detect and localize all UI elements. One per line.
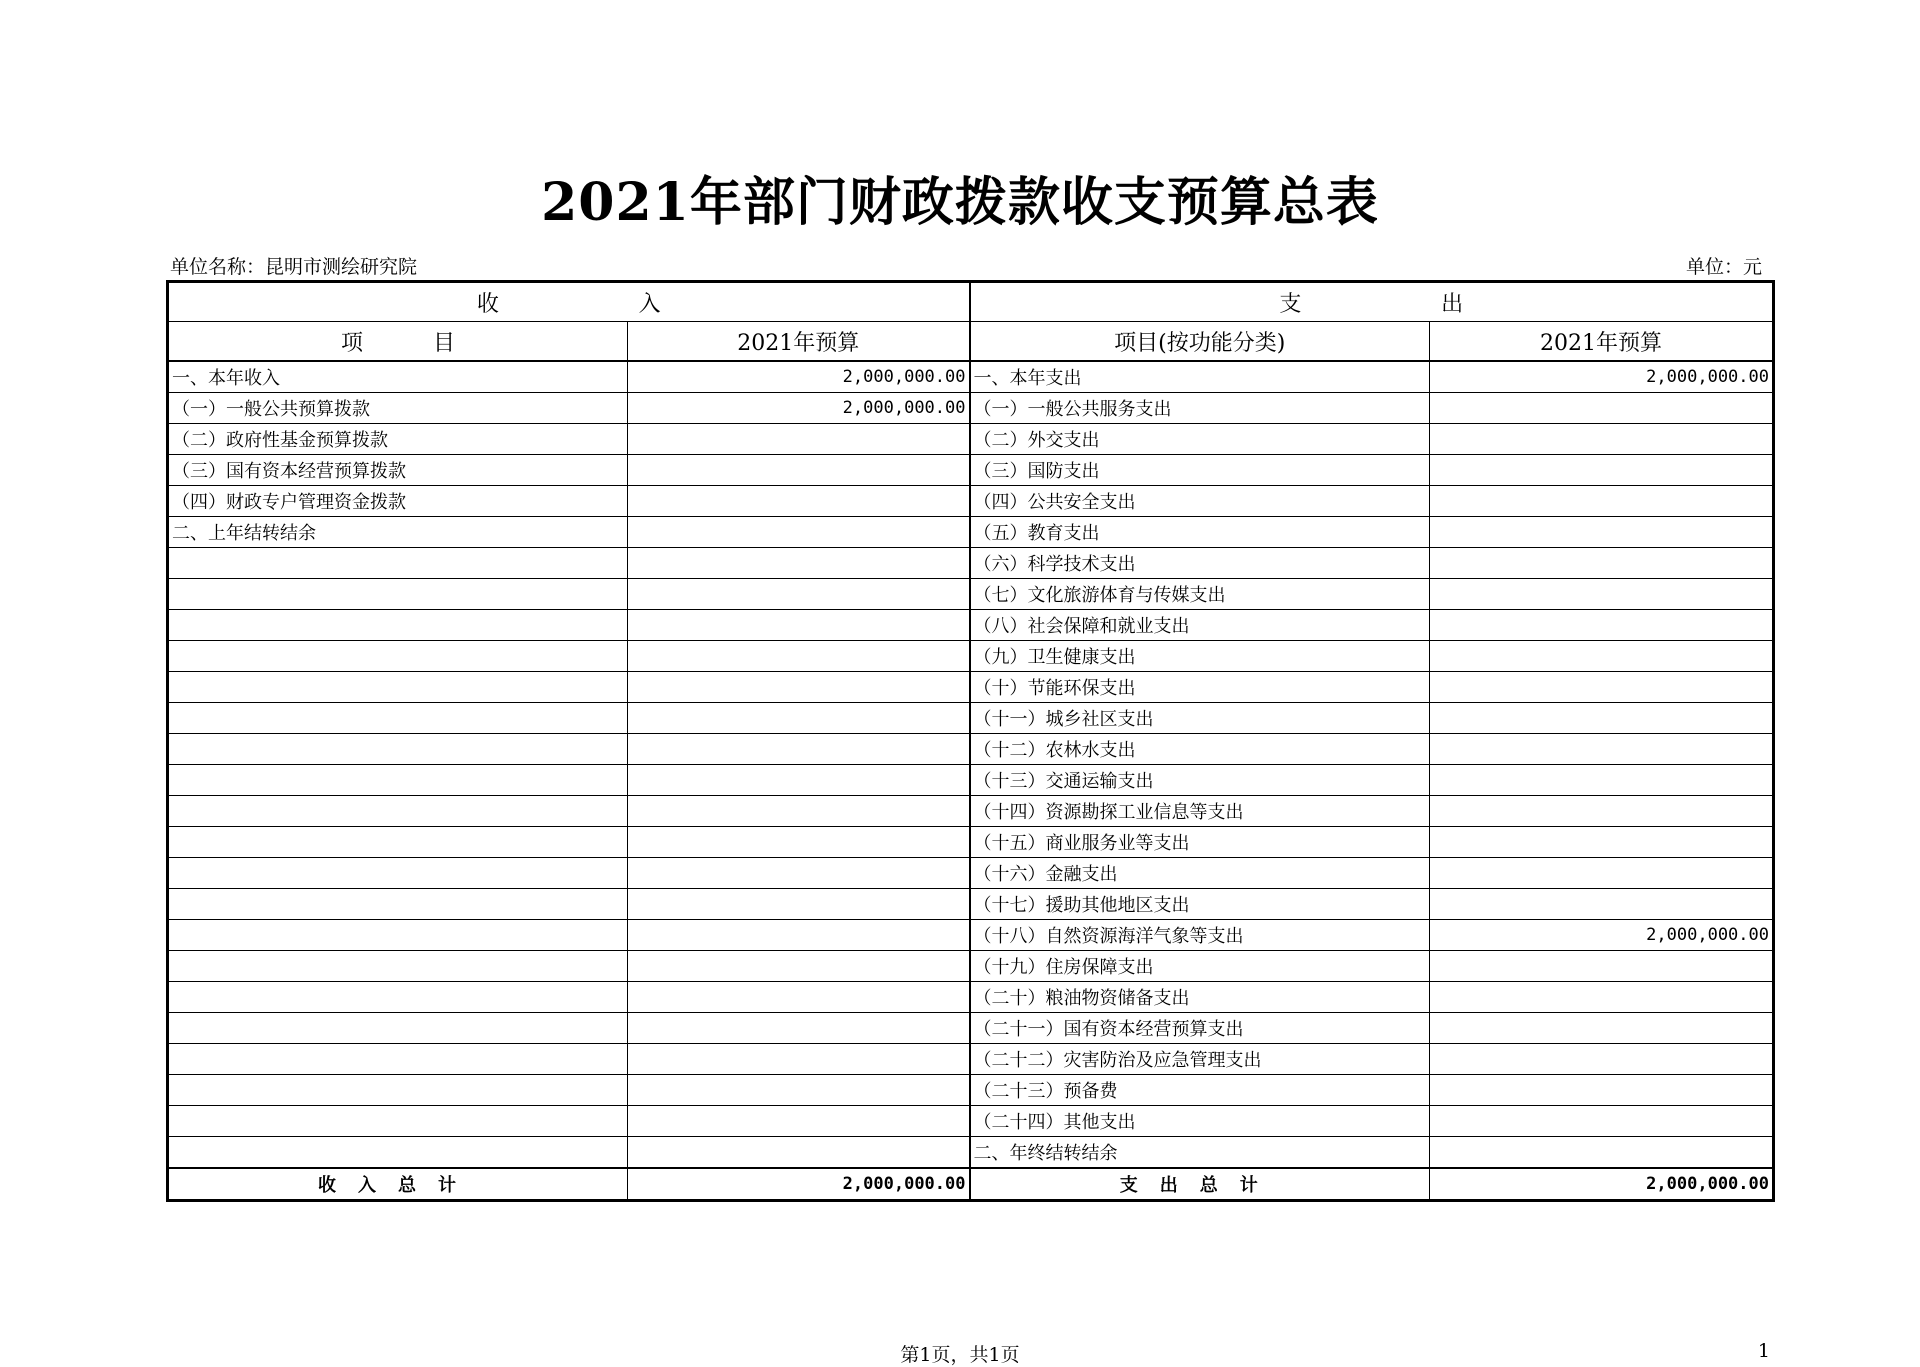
expense-amount-cell: 2,000,000.00: [1430, 920, 1774, 951]
expense-amount-cell: [1430, 951, 1774, 982]
income-item-cell: [168, 1075, 628, 1106]
expense-amount-cell: [1430, 455, 1774, 486]
income-amount-cell: [628, 889, 970, 920]
table-row: [168, 1137, 1774, 1169]
table-row: [168, 641, 1774, 672]
expense-amount-cell: [1430, 1106, 1774, 1137]
column-header-row: [168, 322, 1774, 362]
income-item-cell: 一、本年收入: [168, 361, 628, 393]
expense-amount-cell: [1430, 1013, 1774, 1044]
expense-item-cell: （十）节能环保支出: [970, 672, 1430, 703]
income-item-cell: （二）政府性基金预算拨款: [168, 424, 628, 455]
income-amount-cell: [628, 424, 970, 455]
income-item-cell: [168, 734, 628, 765]
table-row: [168, 517, 1774, 548]
expense-item-cell: （八）社会保障和就业支出: [970, 610, 1430, 641]
income-item-cell: （四）财政专户管理资金拨款: [168, 486, 628, 517]
expense-item-cell: （十六）金融支出: [970, 858, 1430, 889]
section-header-row: [168, 282, 1774, 322]
income-amount-cell: [628, 672, 970, 703]
income-item-cell: [168, 951, 628, 982]
income-amount-cell: [628, 1106, 970, 1137]
table-row: [168, 982, 1774, 1013]
table-row: [168, 610, 1774, 641]
expense-item-cell: （二）外交支出: [970, 424, 1430, 455]
income-amount-cell: [628, 858, 970, 889]
income-amount-cell: [628, 1137, 970, 1169]
table-row: [168, 951, 1774, 982]
income-amount-cell: [628, 548, 970, 579]
income-amount-cell: [628, 579, 970, 610]
expense-total-amount: 2,000,000.00: [1430, 1168, 1774, 1201]
income-amount-cell: [628, 455, 970, 486]
table-row: [168, 920, 1774, 951]
expense-amount-cell: [1430, 672, 1774, 703]
expense-amount-cell: [1430, 641, 1774, 672]
income-item-cell: [168, 858, 628, 889]
income-amount-cell: [628, 827, 970, 858]
income-item-cell: [168, 1044, 628, 1075]
expense-amount-cell: [1430, 703, 1774, 734]
table-row: [168, 486, 1774, 517]
totals-row: [168, 1168, 1774, 1201]
expense-item-cell: （二十四）其他支出: [970, 1106, 1430, 1137]
expense-amount-cell: [1430, 486, 1774, 517]
table-row: [168, 889, 1774, 920]
table-row: [168, 1044, 1774, 1075]
budget-table-body: [168, 282, 1774, 1201]
income-amount-cell: [628, 641, 970, 672]
page-number: 1: [1757, 1340, 1770, 1362]
income-amount-cell: [628, 951, 970, 982]
income-total-amount: 2,000,000.00: [628, 1168, 970, 1201]
expense-item-cell: （二十一）国有资本经营预算支出: [970, 1013, 1430, 1044]
expense-budget-header: 2021年预算: [1430, 322, 1774, 362]
expense-amount-cell: [1430, 1044, 1774, 1075]
income-item-header: 项 目: [168, 322, 628, 362]
expense-item-cell: （二十二）灾害防治及应急管理支出: [970, 1044, 1430, 1075]
table-row: [168, 796, 1774, 827]
expense-amount-cell: [1430, 1075, 1774, 1106]
expense-amount-cell: [1430, 579, 1774, 610]
table-row: [168, 858, 1774, 889]
table-row: [168, 672, 1774, 703]
income-item-cell: （一）一般公共预算拨款: [168, 393, 628, 424]
expense-amount-cell: [1430, 858, 1774, 889]
expense-item-cell: 二、年终结转结余: [970, 1137, 1430, 1169]
expense-amount-cell: [1430, 424, 1774, 455]
expense-amount-cell: [1430, 796, 1774, 827]
unit-label: 单位：元: [1685, 256, 1762, 278]
income-item-cell: [168, 672, 628, 703]
expense-item-cell: （十三）交通运输支出: [970, 765, 1430, 796]
table-row: [168, 424, 1774, 455]
table-row: [168, 1013, 1774, 1044]
expense-section-header: 支 出: [970, 282, 1774, 322]
expense-item-cell: （十五）商业服务业等支出: [970, 827, 1430, 858]
income-item-cell: [168, 579, 628, 610]
expense-amount-cell: [1430, 517, 1774, 548]
income-item-cell: [168, 703, 628, 734]
income-total-label: 收入总计: [168, 1168, 628, 1201]
income-item-cell: [168, 982, 628, 1013]
expense-item-cell: （九）卫生健康支出: [970, 641, 1430, 672]
income-amount-cell: [628, 517, 970, 548]
expense-item-cell: （一）一般公共服务支出: [970, 393, 1430, 424]
income-item-cell: [168, 796, 628, 827]
income-budget-header: 2021年预算: [628, 322, 970, 362]
income-amount-cell: [628, 765, 970, 796]
expense-item-cell: （十九）住房保障支出: [970, 951, 1430, 982]
income-item-cell: [168, 1137, 628, 1169]
income-amount-cell: [628, 1044, 970, 1075]
income-item-cell: [168, 610, 628, 641]
expense-item-cell: （十四）资源勘探工业信息等支出: [970, 796, 1430, 827]
income-amount-cell: [628, 610, 970, 641]
expense-amount-cell: [1430, 889, 1774, 920]
unit-name: 单位名称：昆明市测绘研究院: [170, 256, 418, 278]
income-amount-cell: 2,000,000.00: [628, 393, 970, 424]
expense-item-cell: （二十）粮油物资储备支出: [970, 982, 1430, 1013]
expense-amount-cell: [1430, 610, 1774, 641]
budget-table: [166, 280, 1775, 1202]
income-amount-cell: [628, 920, 970, 951]
income-item-cell: [168, 765, 628, 796]
income-amount-cell: [628, 1075, 970, 1106]
expense-amount-cell: [1430, 393, 1774, 424]
expense-item-cell: （六）科学技术支出: [970, 548, 1430, 579]
expense-amount-cell: [1430, 734, 1774, 765]
expense-amount-cell: [1430, 827, 1774, 858]
expense-item-cell: （十一）城乡社区支出: [970, 703, 1430, 734]
table-row: [168, 827, 1774, 858]
table-row: [168, 1075, 1774, 1106]
income-item-cell: [168, 827, 628, 858]
table-row: [168, 548, 1774, 579]
income-item-cell: [168, 548, 628, 579]
income-amount-cell: [628, 796, 970, 827]
expense-item-header: 项目(按功能分类): [970, 322, 1430, 362]
income-item-cell: [168, 641, 628, 672]
table-row: [168, 579, 1774, 610]
page-footer: 第1页，共1页: [900, 1344, 1020, 1366]
table-row: [168, 455, 1774, 486]
income-amount-cell: 2,000,000.00: [628, 361, 970, 393]
table-row: [168, 1106, 1774, 1137]
expense-item-cell: （五）教育支出: [970, 517, 1430, 548]
table-row: [168, 734, 1774, 765]
income-amount-cell: [628, 982, 970, 1013]
expense-amount-cell: [1430, 765, 1774, 796]
income-item-cell: [168, 1013, 628, 1044]
expense-item-cell: （十二）农林水支出: [970, 734, 1430, 765]
expense-amount-cell: [1430, 548, 1774, 579]
expense-item-cell: （十七）援助其他地区支出: [970, 889, 1430, 920]
expense-amount-cell: [1430, 982, 1774, 1013]
expense-item-cell: （七）文化旅游体育与传媒支出: [970, 579, 1430, 610]
table-row: [168, 361, 1774, 393]
expense-item-cell: （十八）自然资源海洋气象等支出: [970, 920, 1430, 951]
expense-item-cell: （四）公共安全支出: [970, 486, 1430, 517]
income-item-cell: （三）国有资本经营预算拨款: [168, 455, 628, 486]
income-amount-cell: [628, 486, 970, 517]
expense-item-cell: （三）国防支出: [970, 455, 1430, 486]
income-amount-cell: [628, 703, 970, 734]
income-section-header: 收 入: [168, 282, 970, 322]
expense-item-cell: 一、本年支出: [970, 361, 1430, 393]
income-amount-cell: [628, 734, 970, 765]
expense-amount-cell: [1430, 1137, 1774, 1169]
expense-amount-cell: 2,000,000.00: [1430, 361, 1774, 393]
income-item-cell: 二、上年结转结余: [168, 517, 628, 548]
income-amount-cell: [628, 1013, 970, 1044]
table-row: [168, 765, 1774, 796]
income-item-cell: [168, 889, 628, 920]
income-item-cell: [168, 1106, 628, 1137]
expense-item-cell: （二十三）预备费: [970, 1075, 1430, 1106]
page-title: 2021年部门财政拨款收支预算总表: [541, 172, 1379, 233]
table-row: [168, 393, 1774, 424]
expense-total-label: 支出总计: [970, 1168, 1430, 1201]
income-item-cell: [168, 920, 628, 951]
table-row: [168, 703, 1774, 734]
